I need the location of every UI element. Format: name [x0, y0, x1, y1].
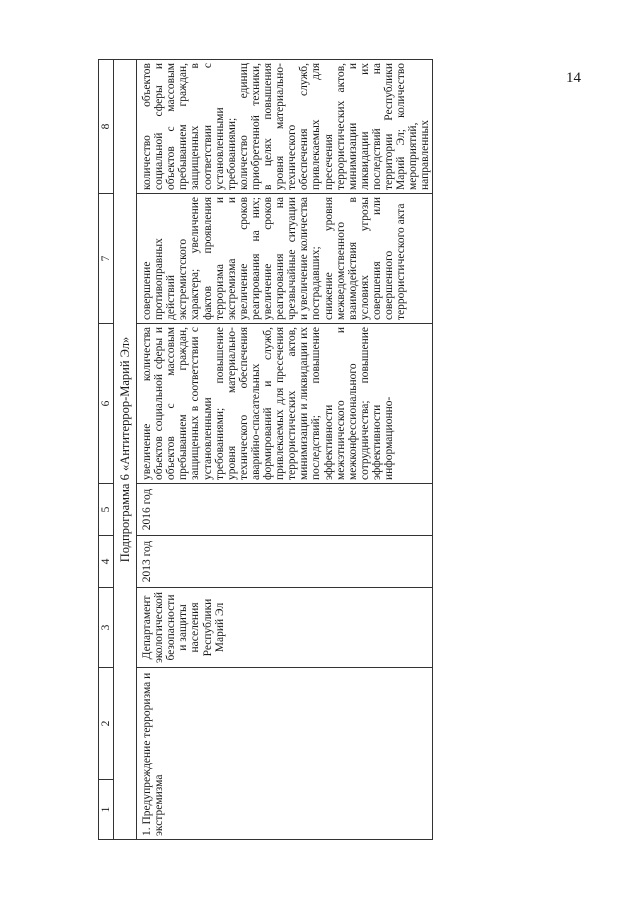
executor-cell: Департамент экологической безопасности и защиты населения Республики Марий Эл: [137, 588, 433, 668]
col-num-7: 7: [99, 194, 114, 324]
measure-name: Предупреждение терроризма и экстремизма: [141, 672, 166, 836]
consequences-cell: совершение противоправных действий экстремистского характера; увеличение фактов проявления терроризма и экстремизма и увеличение сроков реагирования на них; увеличение сроков реагирования на чрезвычайные ситуации и увеличение количества пострадавших; снижение уровня межведомственного взаимодействия в условиях угрозы совершения или совершенного террористического акта: [137, 194, 433, 324]
col-num-1: 1: [99, 780, 114, 840]
col-num-3: 3: [99, 588, 114, 668]
expected-results-cell: увеличение количества объектов социальной сферы и объектов с массовым пребыванием граждан, защищенных в соответствии с установленными требованиями; повышение уровня материально-технического обеспечения аварийно-спасательных формирований и служб, привлекаемых для пресечения террористических актов, минимизации и ликвидации их последствий; повышение эффективности межэтнического и межконфессионального сотрудничества; повышение эффективности информационно-: [137, 324, 433, 484]
column-number-row: [99, 60, 114, 840]
table-row: [137, 60, 433, 840]
col-num-8: 8: [99, 60, 114, 194]
page-number: 14: [566, 70, 581, 86]
rotated-table-wrapper: [98, 60, 640, 840]
indicators-cell: количество объектов социальной сферы и объектов с массовым пребыванием граждан, защищенных в соответствии с установленными требованиями; количество единиц приобретенной техники, в целях повышения уровня материально-технического обеспечения служб, привлекаемых для пресечения террористических актов, минимизации и ликвидации их последствий на территории Республики Марий Эл; количество мероприятий, направленных: [137, 60, 433, 194]
col-num-4: 4: [99, 536, 114, 588]
subprogram-title: Подпрограмма 6 «Антитеррор-Марий Эл»: [114, 60, 137, 840]
measure-cell: [137, 668, 433, 840]
subprogram-row: [114, 60, 137, 840]
col-num-5: 5: [99, 484, 114, 536]
start-year-cell: 2013 год: [137, 536, 433, 588]
row-number: 1.: [141, 827, 154, 836]
col-num-6: 6: [99, 324, 114, 484]
col-num-2: 2: [99, 668, 114, 780]
end-year-cell: 2016 год: [137, 484, 433, 536]
program-table: [98, 59, 433, 840]
